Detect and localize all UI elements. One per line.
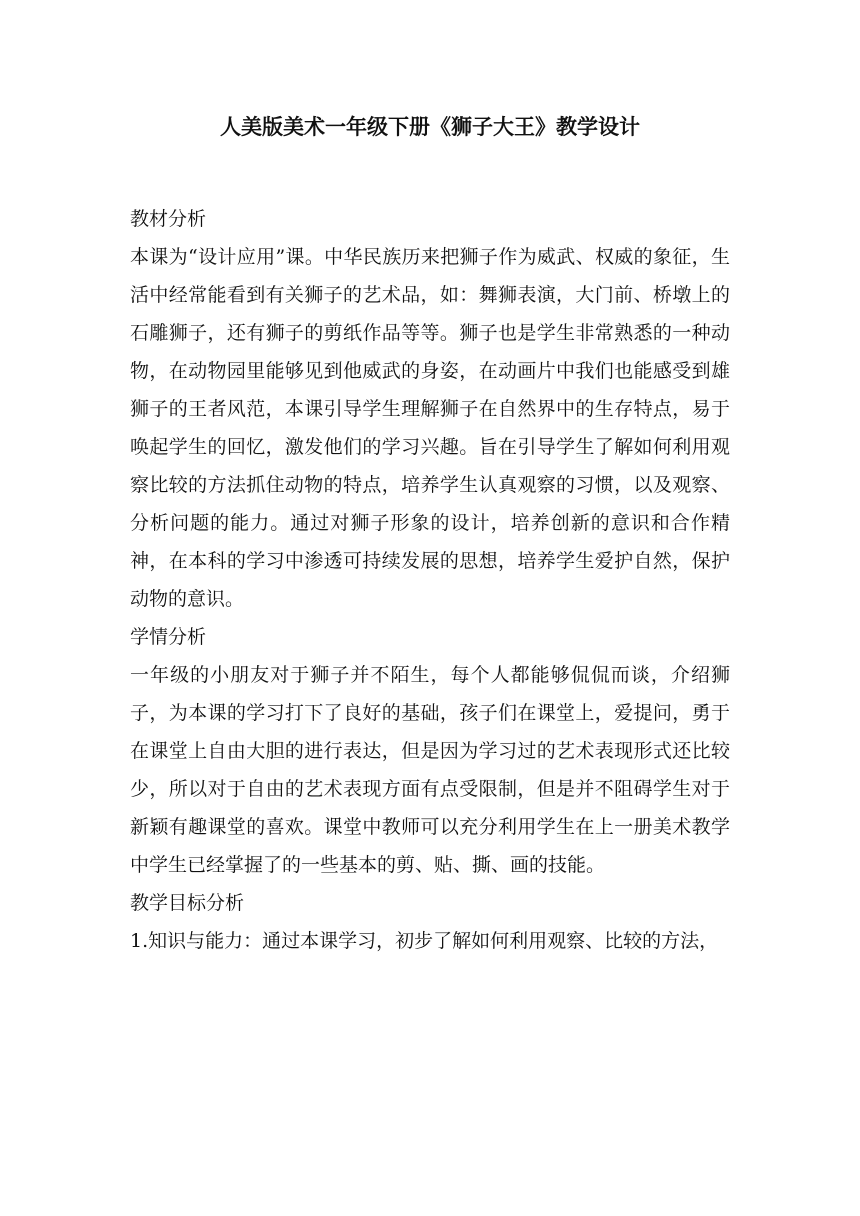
section-heading-student-analysis: 学情分析: [130, 626, 207, 648]
section-paragraph-textbook-analysis: 本课为“设计应用”课。中华民族历来把狮子作为威武、权威的象征，生活中经常能看到有关狮子的艺术品，如：舞狮表演，大门前、桥墩上的石雕狮子，还有狮子的剪纸作品等等。狮子也是学生非常熟悉的一种动物，在动物园里能够见到他威武的身姿，在动画片中我们也能感受到雄狮子的王者风范，本课引导学生理解狮子在自然界中的生存特点，易于唤起学生的回忆，激发他们的学习兴趣。旨在引导学生了解如何利用观察比较的方法抓住动物的特点，培养学生认真观察的习惯，以及观察、分析问题的能力。通过对狮子形象的设计，培养创新的意识和合作精神，在本科的学习中渗透可持续发展的思想，培养学生爱护自然，保护动物的意识。: [130, 246, 730, 610]
section-paragraph-teaching-goals: 1.知识与能力：通过本课学习，初步了解如何利用观察、比较的方法，: [130, 930, 719, 952]
section-heading-textbook-analysis: 教材分析: [130, 208, 207, 230]
section-heading-teaching-goals: 教学目标分析: [130, 892, 245, 914]
section-paragraph-student-analysis: 一年级的小朋友对于狮子并不陌生，每个人都能够侃侃而谈，介绍狮子，为本课的学习打下了良好的基础，孩子们在课堂上，爱提问，勇于在课堂上自由大胆的进行表达，但是因为学习过的艺术表现形式还比较少，所以对于自由的艺术表现方面有点受限制，但是并不阻碍学生对于新颖有趣课堂的喜欢。课堂中教师可以充分利用学生在上一册美术教学中学生已经掌握了的一些基本的剪、贴、撕、画的技能。: [130, 664, 730, 876]
document-title: 人美版美术一年级下册《狮子大王》教学设计: [220, 115, 640, 139]
document-body: [130, 200, 730, 960]
